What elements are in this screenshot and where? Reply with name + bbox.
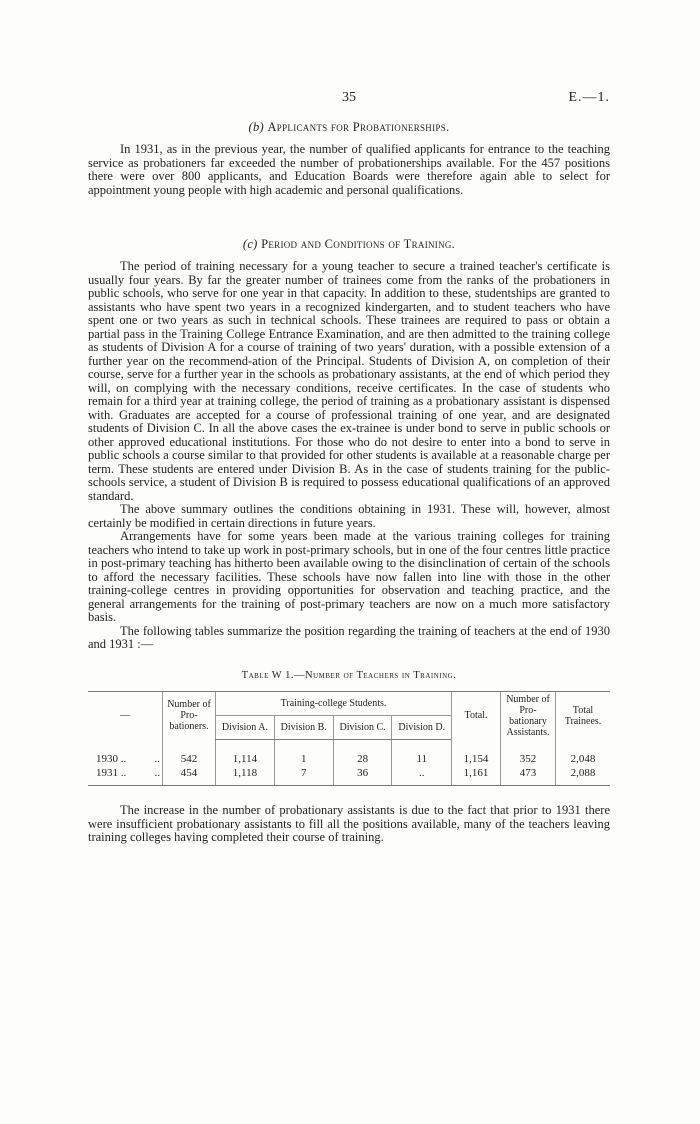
section-label: (b) [248, 120, 265, 134]
paragraph: In 1931, as in the previous year, the number of qualified applicants for entrance to the teaching service as probationers far exceeded the number of probationerships available. For the 457 positions there were over 800 applicants, and Education Boards were therefore again able to select for appointment young people with high academic and personal qualifications. [88, 142, 610, 197]
header-division-b: Division B. [274, 715, 333, 739]
cell-year: 1930 .. .. [96, 753, 160, 765]
page-content [88, 120, 610, 845]
header-year: — [88, 691, 163, 740]
section-period-training [88, 237, 610, 652]
header-total-trainees: Total Trainees. [556, 691, 611, 740]
cell-probationers: 542 [163, 752, 216, 766]
cell-trainees: 2,048 [556, 752, 611, 766]
section-heading [88, 237, 610, 252]
cell-year: 1931 .. .. [88, 766, 163, 786]
table-row [88, 752, 610, 766]
table-title: Table W 1.—Number of Teachers in Training. [241, 669, 457, 681]
header-total: Total. [452, 691, 501, 740]
closing-paragraph: The increase in the number of probationary assistants is due to the fact that prior to 1931 there were insufficient probationary assistants to fill all the positions available, many of the teachers leaving training colleges having completed their course of training. [88, 803, 610, 844]
paragraph: The following tables summarize the position regarding the training of teachers at the end of 1930 and 1931 :— [88, 623, 610, 651]
paragraph: Arrangements have for some years been made at the various training colleges for training teachers who intend to take up work in post-primary schools, but in one of the four centres little practice in post-primary teaching has hitherto been available owing to the disinclination of certain of the schools to afford the necessary facilities. These schools have now fallen into line with those in the other training-college centres in providing opportunities for observation and teaching practice, and the general arrangements for the training of post-primary teachers are now on a much more satisfactory basis. [88, 529, 610, 624]
cell-division-c: 28 [333, 752, 392, 766]
header-division-d: Division D. [392, 715, 452, 739]
cell-trainees: 2,088 [556, 766, 611, 786]
cell-probationers: 454 [163, 766, 216, 786]
cell-division-d: 11 [392, 752, 452, 766]
cell-division-a: 1,118 [216, 766, 275, 786]
section-title: Period and Conditions of Training. [261, 237, 456, 251]
series-code: E.—1. [568, 90, 610, 105]
section-applicants [88, 120, 610, 197]
header-training-college-students: Training-college Students. [216, 691, 452, 715]
section-title: Applicants for Probationerships. [267, 120, 450, 134]
cell-total: 1,161 [452, 766, 501, 786]
teachers-in-training-table [88, 691, 610, 787]
header-division-a: Division A. [216, 715, 275, 739]
header-probationary-assistants: Number of Pro-bationary Assistants. [501, 691, 556, 740]
cell-assistants: 352 [501, 752, 556, 766]
cell-division-d: .. [392, 766, 452, 786]
page-header [88, 90, 610, 110]
cell-assistants: 473 [501, 766, 556, 786]
table-row [88, 766, 610, 786]
header-probationers: Number of Pro-bationers. [163, 691, 216, 740]
cell-division-a: 1,114 [216, 752, 275, 766]
header-division-c: Division C. [333, 715, 392, 739]
section-label: (c) [242, 237, 258, 251]
cell-division-c: 36 [333, 766, 392, 786]
cell-division-b: 1 [274, 752, 333, 766]
section-heading [88, 120, 610, 135]
cell-division-b: 7 [274, 766, 333, 786]
cell-total: 1,154 [452, 752, 501, 766]
page-number: 35 [342, 90, 356, 105]
paragraph: The period of training necessary for a young teacher to secure a trained teacher's certificate is usually four years. By far the greater number of trainees come from the ranks of the probationers in public schools, who serve for one year in that capacity. In addition to these, studentships are granted to assistants who have spent two years in a recognized kindergarten, and to student teachers who have spent one or two years as such in technical schools. These trainees are required to pass or obtain a partial pass in the Training College Entrance Examination, and are then admitted to the training college as students of Division A for a course of training of two years' duration, with a possible extension of a further year on the recommend-ation of the Principal. Students of Division A, on completion of their course, serve for a further year in the schools as probationary assistants, at the end of which period they will, on complying with the necessary conditions, receive certificates. In the case of students who remain for a third year at training college, the period of training as a probationary assistant is dispensed with. Graduates are accepted for a course of professional training of one year, and are designated students of Division C. In all the above cases the ex-trainee is under bond to serve in public schools or other approved educational institutions. For those who do not desire to enter into a bond to serve in public schools a course similar to that provided for other students is available at a reasonable charge per term. These students are entered under Division B. As in the case of students training for the public-schools service, a student of Division B is required to possess educational qualifications of an approved standard. [88, 259, 610, 503]
paragraph: The above summary outlines the conditions obtaining in 1931. These will, however, almost certainly be modified in certain directions in future years. [88, 502, 610, 530]
